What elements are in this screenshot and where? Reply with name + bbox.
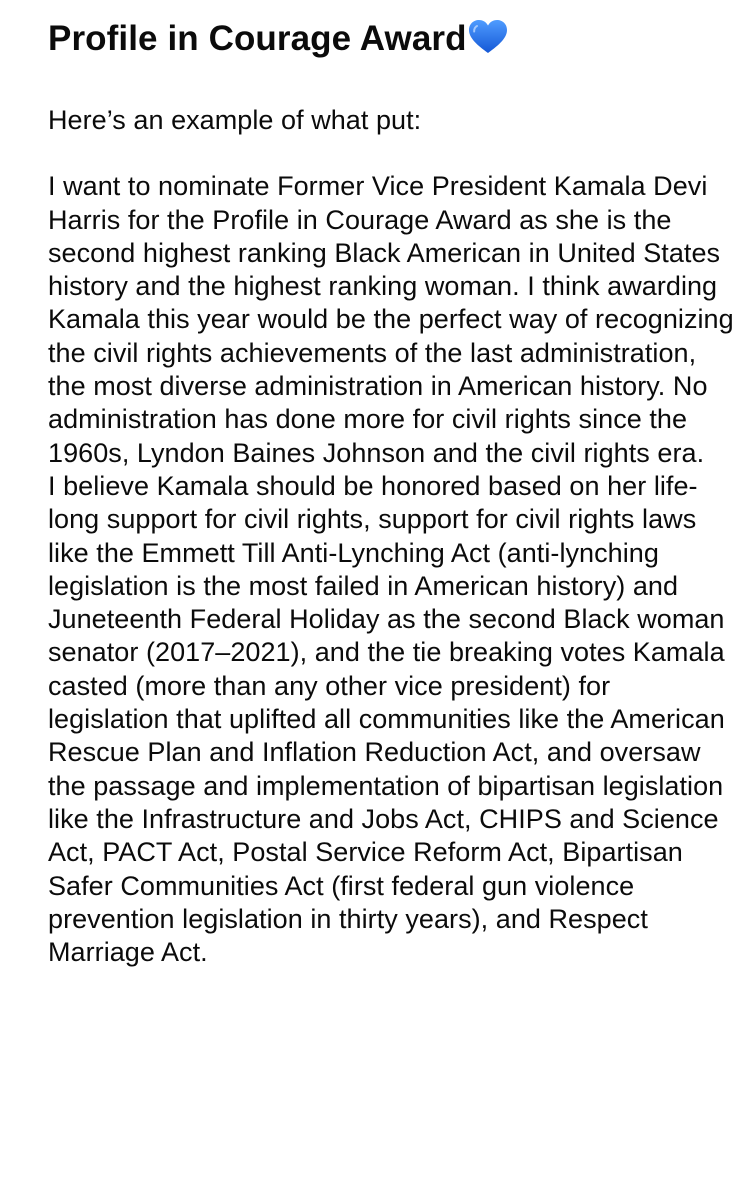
intro-text: Here’s an example of what put: (48, 105, 422, 135)
note-title (48, 14, 738, 64)
note-body (48, 14, 738, 969)
reasons-paragraph: I believe Kamala should be honored based on her life-long support for civil rights, support for civil rights laws like the Emmett Till Anti-Lynching Act (anti-lynching legislation is the most failed in American history) and Juneteenth Federal Holiday as the second Black woman senator (2017–2021), and the tie breaking votes Kamala casted (more than any other vice president) for legislation that uplifted all communities like the American Rescue Plan and Inflation Reduction Act, and oversaw the passage and implementation of bipartisan legislation like the Infrastructure and Jobs Act, CHIPS and Science Act, PACT Act, Postal Service Reform Act, Bipartisan Safer Communities Act (first federal gun violence prevention legislation in thirty years), and Respect Marriage Act. (48, 470, 725, 968)
note-title-text: Profile in Courage Award (48, 19, 467, 58)
nomination-paragraph: I want to nominate Former Vice President Kamala Devi Harris for the Profile in Courage Award as she is the second highest ranking Black American in United States history and the highest ranking woman. I think awarding Kamala this year would be the perfect way of recognizing the civil rights achievements of the last administration, the most diverse administration in American history. No administration has done more for civil rights since the 1960s, Lyndon Baines Johnson and the civil rights era. (48, 171, 734, 468)
blue-heart-icon (468, 19, 508, 55)
